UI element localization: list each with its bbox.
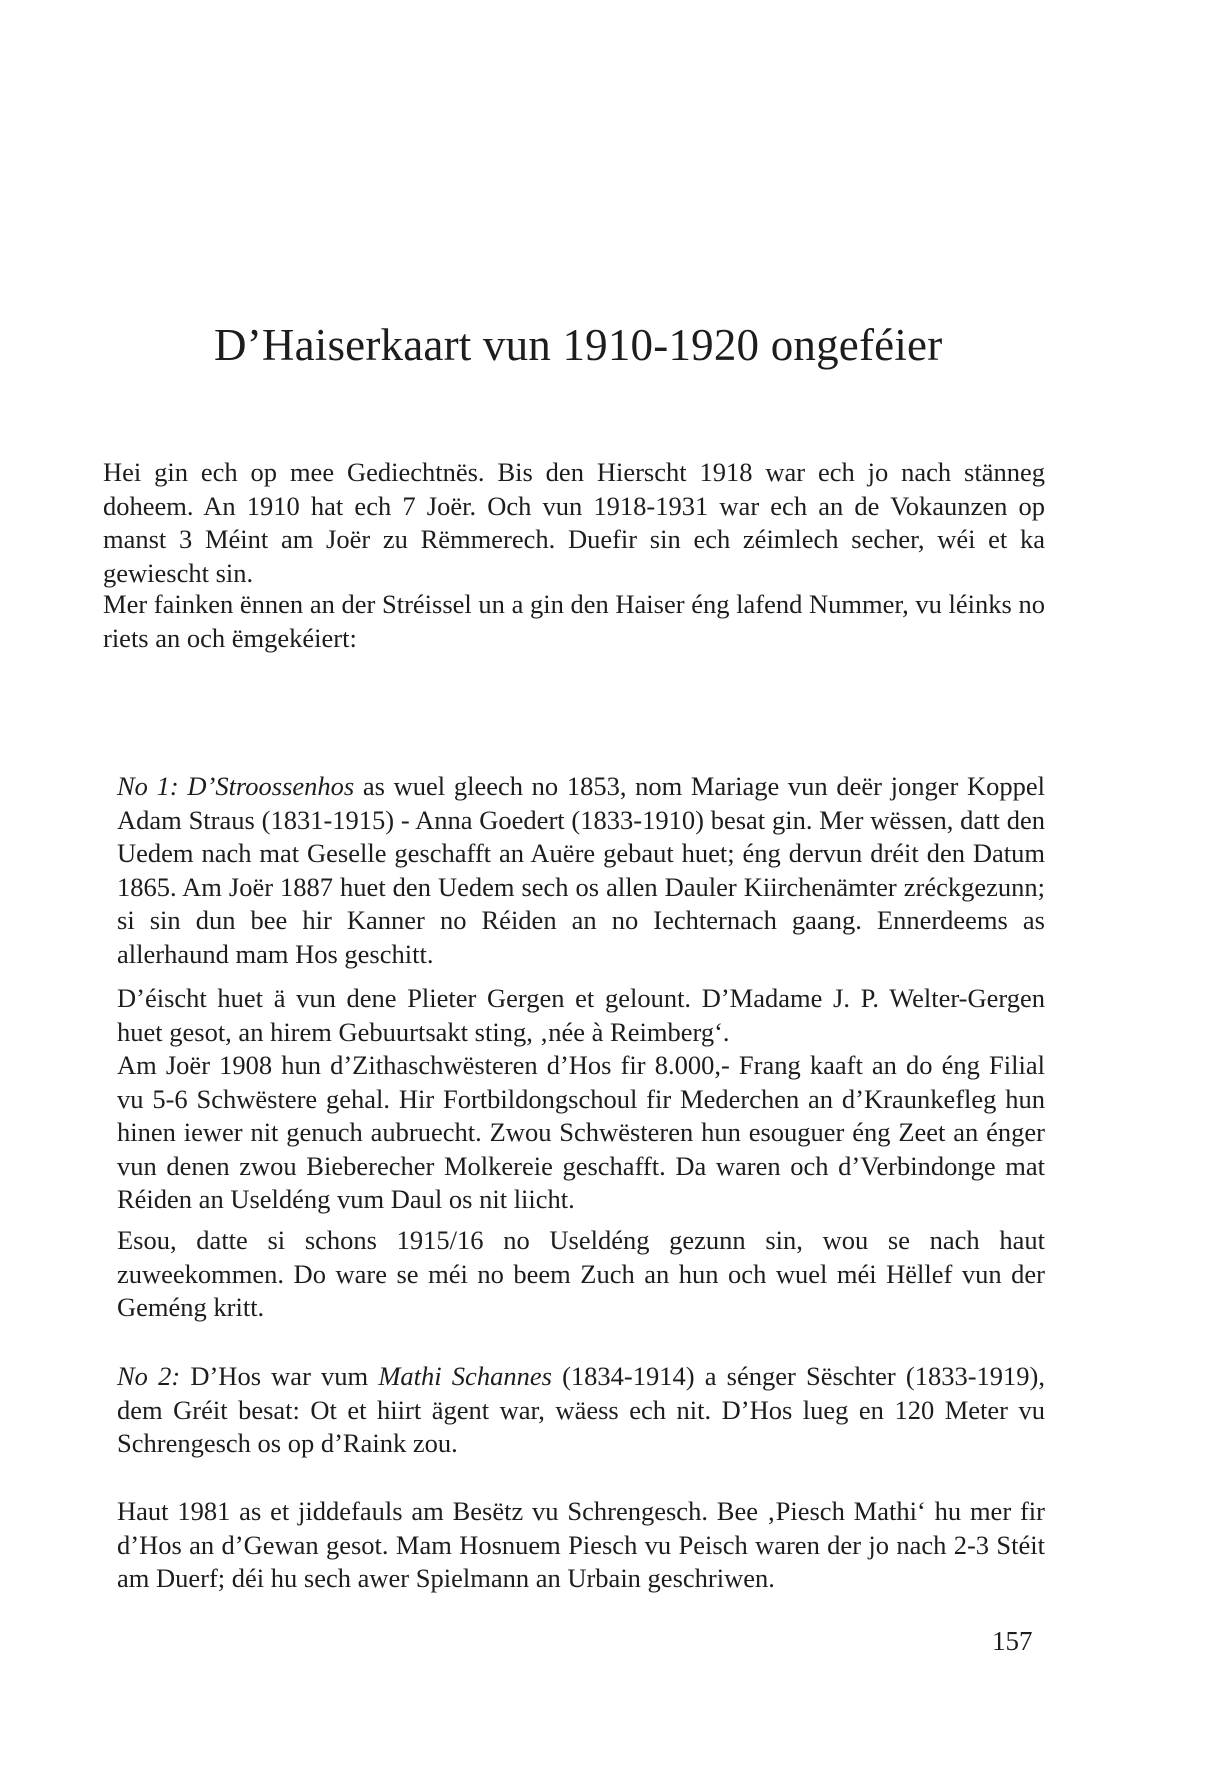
- entry-1-label: No 1: D’Stroossenhos: [117, 771, 355, 801]
- entry-2-person-name: Mathi Schannes: [378, 1361, 552, 1391]
- page-number: 157: [992, 1626, 1033, 1656]
- entry-1-paragraph-1: [117, 770, 1045, 972]
- entry-1-paragraph-2: D’éischt huet ä vun dene Plieter Gergen et gelount. D’Madame J. P. Welter-Gergen huet gesot, an hirem Gebuurtsakt sting, ‚née à Reimberg‘.: [117, 983, 1045, 1047]
- entry-1-text: as wuel gleech no 1853, nom Mariage vun deër jonger Koppel Adam Straus (1831-1915) - Anna Goedert (1833-1910) besat gin. Mer wëssen, datt den Uedem nach mat Geselle geschafft an Auëre gebaut huet; éng dervun dréit den Datum 1865. Am Joër 1887 huet den Uedem sech os allen Dauler Kiirchenämter zréckgezunn; si sin dun bee hir Kanner no Réiden an no Iechternach gaang. Ennerdeems as allerhaund mam Hos geschitt.: [117, 771, 1045, 969]
- intro-paragraph-2: Mer fainken ënnen an der Stréissel un a gin den Haiser éng lafend Nummer, vu léinks no riets an och ëmgekéiert:: [103, 589, 1045, 653]
- entry-2-paragraph-1: [117, 1360, 1045, 1461]
- entry-2-text-b: (1834-1914) a sénger Sëschter (1833-1919), dem Gréit besat: Ot et hiirt ägent war, wäess ech nit. D’Hos lueg en 120 Meter vu Schrengesch os op d’Raink zou.: [117, 1361, 1046, 1459]
- entry-2-label: No 2:: [117, 1361, 181, 1391]
- entry-2-text-a: D’Hos war vum: [180, 1361, 379, 1391]
- intro-paragraph-1: Hei gin ech op mee Gediechtnës. Bis den Hierscht 1918 war ech jo nach stänneg doheem. An 1910 hat ech 7 Joër. Och vun 1918-1931 war ech an de Vokaunzen op manst 3 Méint am Joër zu Rëmmerech. Duefir sin ech zéimlech secher, wéi et ka gewiescht sin.: [103, 457, 1045, 588]
- page-title: D’Haiserkaart vun 1910-1920 ongeféier: [214, 320, 943, 370]
- entry-1-paragraph-3: Am Joër 1908 hun d’Zithaschwësteren d’Hos fir 8.000,- Frang kaaft an do éng Filial vu 5-6 Schwëstere gehal. Hir Fortbildongschoul fir Mederchen an d’Kraunkefleg hun hinen iewer nit genuch aubruecht. Zwou Schwësteren hun esouguer éng Zeet an énger vun denen zwou Bieberecher Molkereie geschafft. Da waren och d’Verbindonge mat Réiden an Useldéng vum Daul os nit liicht.: [117, 1050, 1045, 1215]
- entry-1-paragraph-4: Esou, datte si schons 1915/16 no Useldéng gezunn sin, wou se nach haut zuweekommen. Do ware se méi no beem Zuch an hun och wuel méi Hëllef vun der Geméng kritt.: [117, 1225, 1045, 1323]
- entry-2-paragraph-2: Haut 1981 as et jiddefauls am Besëtz vu Schrengesch. Bee ‚Piesch Mathi‘ hu mer fir d’Hos an d’Gewan gesot. Mam Hosnuem Piesch vu Peisch waren der jo nach 2-3 Stéit am Duerf; déi hu sech awer Spielmann an Urbain geschriwen.: [117, 1496, 1045, 1594]
